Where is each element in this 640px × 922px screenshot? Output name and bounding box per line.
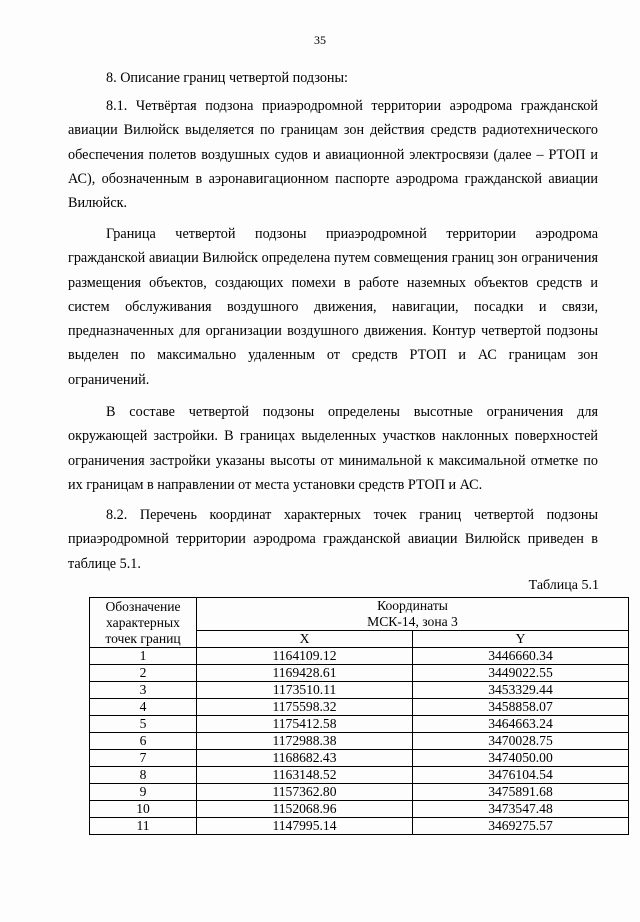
table-row xyxy=(90,699,629,716)
point-number-cell: 9 xyxy=(90,784,197,801)
x-coordinate-cell: 1163148.52 xyxy=(197,767,413,784)
point-number-cell: 10 xyxy=(90,801,197,818)
table-row xyxy=(90,648,629,665)
table-row xyxy=(90,682,629,699)
y-coordinate-cell: 3469275.57 xyxy=(413,818,629,835)
header-coordinates-title: Координаты xyxy=(377,598,448,613)
table-row xyxy=(90,665,629,682)
point-number-cell: 3 xyxy=(90,682,197,699)
section-heading: 8. Описание границ четвертой подзоны: xyxy=(106,70,348,86)
paragraph-8-1: 8.1. Четвёртая подзона приаэродромной территории аэродрома гражданской авиации Вилюйск выделяется по границам зон действия средств радиотехнического обеспечения полетов воздушных судов и авиационной электросвязи (далее – РТОП и АС), обозначенным в аэронавигационном паспорте аэродрома гражданской авиации Вилюйск. xyxy=(68,98,598,212)
x-coordinate-cell: 1157362.80 xyxy=(197,784,413,801)
paragraph-boundary: Граница четвертой подзоны приаэродромной территории аэродрома гражданской авиации Вилюйск определена путем совмещения границ зон ограничения размещения объектов, создающих помехи в работе наземных объектов средств и систем обслуживания воздушного движения, навигации, посадки и связи, предназначенных для организации воздушного движения. Контур четвертой подзоны выделен по максимально удаленным от средств РТОП и АС границам зон ограничений. xyxy=(68,226,598,388)
table-row xyxy=(90,767,629,784)
point-number-cell: 5 xyxy=(90,716,197,733)
point-number-cell: 6 xyxy=(90,733,197,750)
x-coordinate-cell: 1168682.43 xyxy=(197,750,413,767)
header-coordinate-system: МСК-14, зона 3 xyxy=(367,614,458,629)
page-number: 35 xyxy=(314,33,326,47)
point-number-cell: 11 xyxy=(90,818,197,835)
paragraph-8-2: 8.2. Перечень координат характерных точек границ четвертой подзоны приаэродромной территории аэродрома гражданской авиации Вилюйск приведен в таблице 5.1. xyxy=(68,507,598,572)
header-point-designation: Обозначение характерных точек границ xyxy=(90,598,197,648)
table-row xyxy=(90,750,629,767)
table-row xyxy=(90,818,629,835)
table-row xyxy=(90,716,629,733)
x-coordinate-cell: 1169428.61 xyxy=(197,665,413,682)
header-coordinates xyxy=(197,598,629,631)
y-coordinate-cell: 3449022.55 xyxy=(413,665,629,682)
point-number-cell: 4 xyxy=(90,699,197,716)
x-coordinate-cell: 1173510.11 xyxy=(197,682,413,699)
table-caption: Таблица 5.1 xyxy=(528,578,599,593)
x-coordinate-cell: 1175598.32 xyxy=(197,699,413,716)
point-number-cell: 1 xyxy=(90,648,197,665)
coordinates-table xyxy=(89,597,629,835)
y-coordinate-cell: 3446660.34 xyxy=(413,648,629,665)
y-coordinate-cell: 3453329.44 xyxy=(413,682,629,699)
x-coordinate-cell: 1175412.58 xyxy=(197,716,413,733)
y-coordinate-cell: 3475891.68 xyxy=(413,784,629,801)
point-number-cell: 2 xyxy=(90,665,197,682)
table-row xyxy=(90,801,629,818)
point-number-cell: 7 xyxy=(90,750,197,767)
x-coordinate-cell: 1147995.14 xyxy=(197,818,413,835)
x-coordinate-cell: 1172988.38 xyxy=(197,733,413,750)
y-coordinate-cell: 3476104.54 xyxy=(413,767,629,784)
table-row xyxy=(90,733,629,750)
x-coordinate-cell: 1164109.12 xyxy=(197,648,413,665)
x-coordinate-cell: 1152068.96 xyxy=(197,801,413,818)
header-x: X xyxy=(197,631,413,648)
y-coordinate-cell: 3470028.75 xyxy=(413,733,629,750)
y-coordinate-cell: 3464663.24 xyxy=(413,716,629,733)
header-y: Y xyxy=(413,631,629,648)
paragraph-height-limits: В составе четвертой подзоны определены высотные ограничения для окружающей застройки. В границах выделенных участков наклонных поверхностей ограничения застройки указаны высоты от минимальной к максимальной отметке по их границам в направлении от места установки средств РТОП и АС. xyxy=(68,404,598,493)
y-coordinate-cell: 3473547.48 xyxy=(413,801,629,818)
point-number-cell: 8 xyxy=(90,767,197,784)
y-coordinate-cell: 3474050.00 xyxy=(413,750,629,767)
table-row xyxy=(90,784,629,801)
y-coordinate-cell: 3458858.07 xyxy=(413,699,629,716)
